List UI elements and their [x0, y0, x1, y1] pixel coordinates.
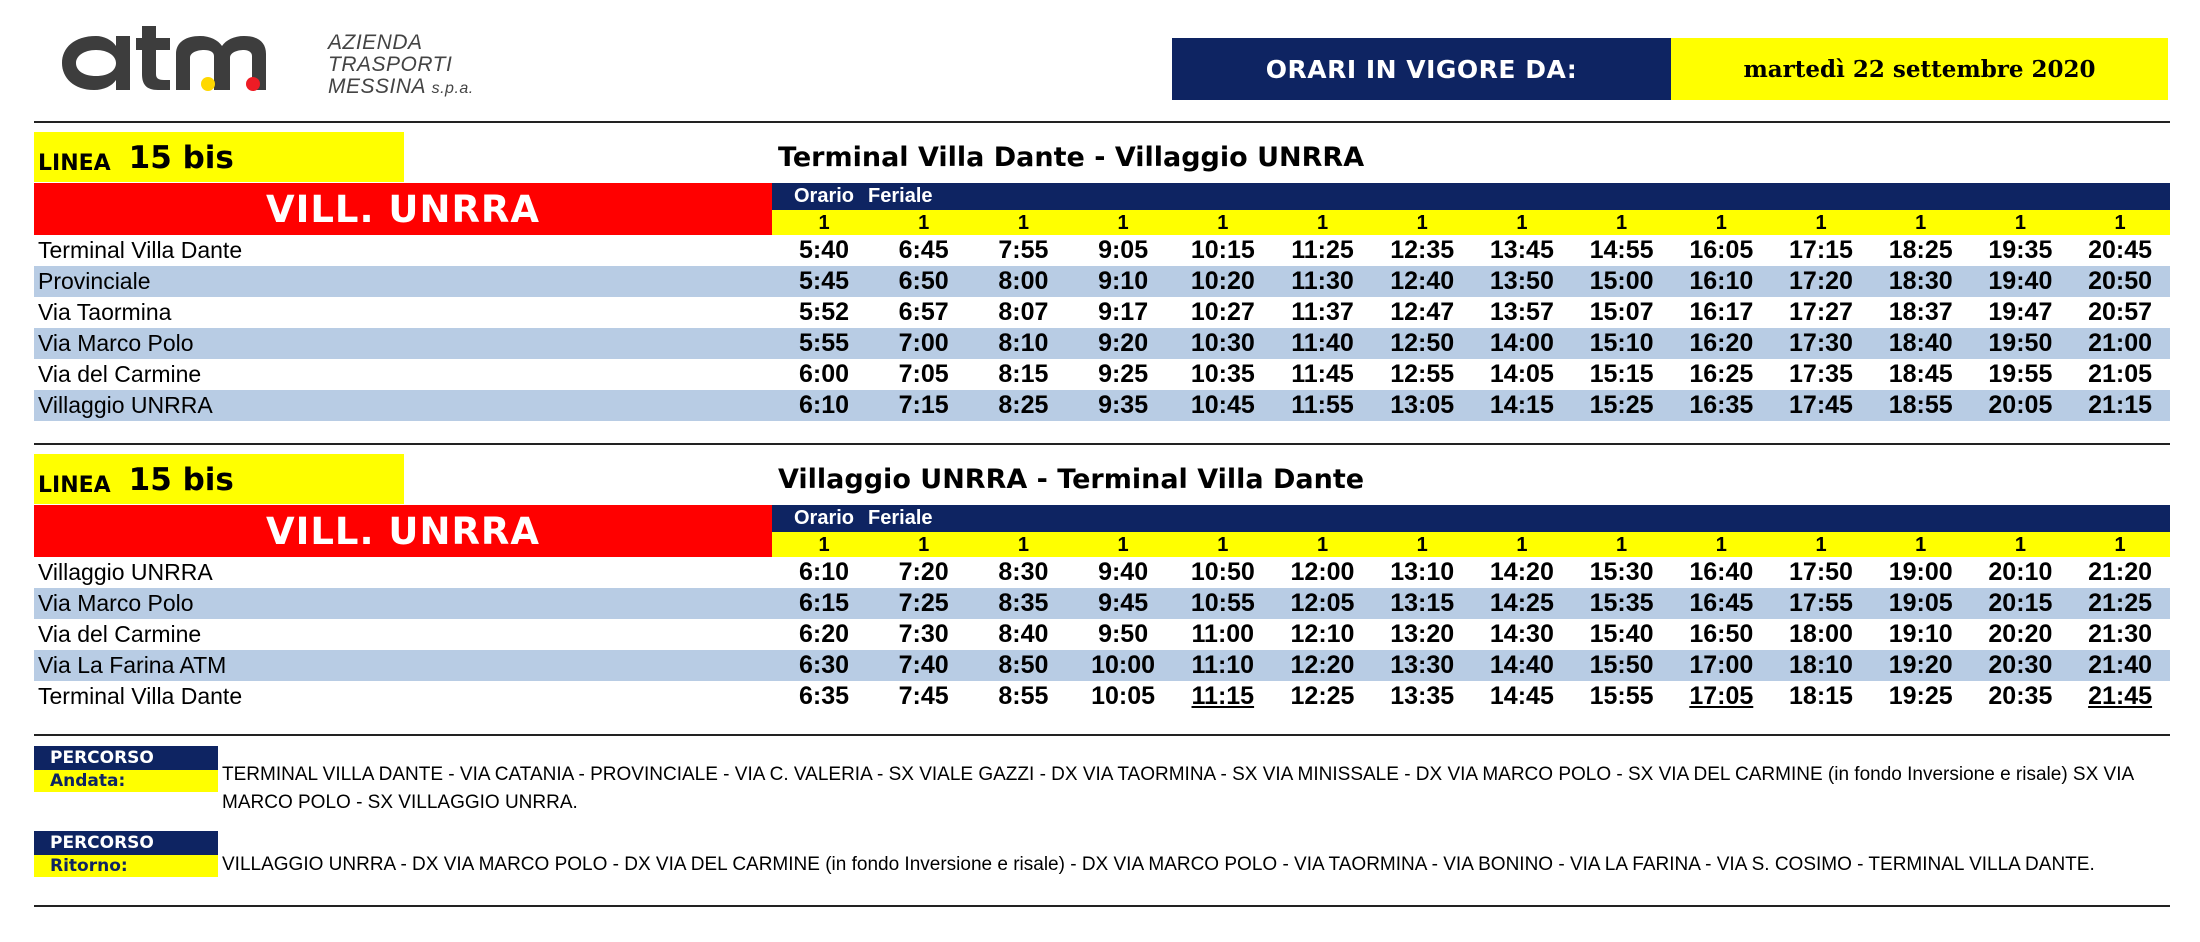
departure-time: 12:10	[1290, 620, 1355, 648]
departure-time: 17:15	[1789, 236, 1853, 264]
departure-time: 15:10	[1589, 329, 1654, 357]
atm-logo-mark	[58, 26, 320, 98]
departure-time: 8:00	[998, 267, 1049, 295]
departure-time: 19:20	[1888, 651, 1953, 679]
table-row	[34, 328, 2170, 359]
departure-time: 9:05	[1098, 236, 1149, 264]
trip-number-cell: 1	[1117, 212, 1129, 234]
departure-time: 8:10	[998, 329, 1049, 357]
departure-time: 20:57	[2088, 298, 2153, 326]
departure-time: 7:55	[998, 236, 1049, 264]
departure-time: 13:20	[1390, 620, 1455, 648]
percorso-direction: Ritorno:	[34, 855, 218, 877]
departure-time: 5:55	[798, 329, 850, 357]
percorso-direction: Andata:	[34, 770, 218, 792]
departure-time: 19:00	[1888, 558, 1953, 586]
route-description-ritorno	[34, 831, 2170, 881]
departure-time: 7:40	[898, 651, 949, 679]
table-row	[34, 650, 2170, 681]
company-line-1: AZIENDA	[328, 31, 423, 54]
departure-time: 18:15	[1789, 682, 1853, 710]
table-row	[34, 681, 2170, 712]
departure-time: 21:25	[2088, 589, 2153, 617]
validity-label: ORARI IN VIGORE DA:	[1172, 38, 1671, 100]
departure-time: 13:57	[1489, 298, 1554, 326]
departure-time: 11:40	[1291, 329, 1354, 357]
departure-time: 20:05	[1988, 391, 2053, 419]
departure-time: 7:20	[898, 558, 949, 586]
departure-time: 13:30	[1390, 651, 1455, 679]
departure-time: 19:35	[1988, 236, 2053, 264]
departure-time: 16:45	[1689, 589, 1754, 617]
route-description-andata	[34, 746, 2170, 816]
departure-time: 20:15	[1988, 589, 2053, 617]
departure-time: 21:00	[2088, 329, 2153, 357]
timetable-outbound	[34, 132, 2170, 422]
divider	[34, 905, 2170, 907]
departure-time: 14:00	[1489, 329, 1554, 357]
departure-time: 10:15	[1190, 236, 1255, 264]
departure-time: 8:50	[998, 651, 1049, 679]
orario-label: Orario	[794, 185, 855, 207]
departure-time: 6:10	[798, 391, 850, 419]
divider	[34, 121, 2170, 123]
departure-time: 12:50	[1390, 329, 1455, 357]
feriale-label: Feriale	[868, 185, 933, 207]
departure-time: 10:20	[1190, 267, 1255, 295]
departure-time: 11:00	[1191, 620, 1255, 648]
departure-time: 6:35	[798, 682, 850, 710]
table-row	[34, 266, 2170, 297]
line-label	[34, 132, 404, 182]
departure-time: 18:55	[1888, 391, 1953, 419]
departure-time: 9:45	[1098, 589, 1149, 617]
departure-time: 9:40	[1098, 558, 1149, 586]
departure-time: 18:25	[1888, 236, 1953, 264]
departure-time: 21:45	[2088, 682, 2153, 710]
departure-time: 21:05	[2088, 360, 2153, 388]
departure-time: 13:50	[1489, 267, 1554, 295]
departure-time: 8:40	[998, 620, 1049, 648]
route-title: Villaggio UNRRA - Terminal Villa Dante	[778, 464, 1365, 495]
departure-time: 16:50	[1689, 620, 1754, 648]
departure-time: 8:25	[998, 391, 1049, 419]
departure-time: 14:20	[1489, 558, 1554, 586]
departure-time: 20:35	[1988, 682, 2053, 710]
trip-number-cell: 1	[1616, 534, 1628, 556]
stop-name: Terminal Villa Dante	[38, 237, 243, 263]
percorso-text: VILLAGGIO UNRRA - DX VIA MARCO POLO - DX VIA DEL CARMINE (in fondo Inversione e risale) - DX VIA MARCO POLO - VIA TAORMINA - VIA BONINO - VIA LA FARINA - VIA S. COSIMO - TERMINAL VILLA DANTE.	[222, 854, 2095, 875]
departure-time: 20:20	[1988, 620, 2053, 648]
trip-number-cell: 1	[1715, 212, 1727, 234]
trip-number-cell: 1	[1416, 534, 1428, 556]
departure-time: 19:40	[1988, 267, 2053, 295]
departure-time: 6:45	[898, 236, 949, 264]
stop-name: Via Marco Polo	[38, 590, 194, 616]
trip-number-cell: 1	[1117, 534, 1129, 556]
departure-time: 10:27	[1190, 298, 1255, 326]
destination-label: VILL. UNRRA	[34, 505, 772, 557]
departure-time: 15:00	[1589, 267, 1654, 295]
departure-time: 9:17	[1098, 298, 1149, 326]
trip-number-cell: 1	[2114, 534, 2126, 556]
percorso-label: PERCORSO	[34, 831, 218, 855]
table-row	[34, 588, 2170, 619]
trip-number-cell: 1	[818, 534, 830, 556]
line-number: 15 bis	[128, 140, 234, 176]
departure-time: 5:52	[798, 298, 850, 326]
table-row	[34, 297, 2170, 328]
departure-time: 20:45	[2088, 236, 2153, 264]
departure-time: 9:10	[1098, 267, 1149, 295]
departure-time: 17:45	[1789, 391, 1853, 419]
departure-time: 12:00	[1290, 558, 1355, 586]
departure-time: 19:10	[1888, 620, 1953, 648]
departure-time: 19:47	[1988, 298, 2053, 326]
departure-time: 10:00	[1091, 651, 1156, 679]
trip-number-cell: 1	[818, 212, 830, 234]
departure-time: 9:20	[1098, 329, 1149, 357]
departure-time: 6:15	[798, 589, 850, 617]
company-suffix: s.p.a.	[431, 80, 474, 97]
departure-time: 21:30	[2088, 620, 2153, 648]
departure-time: 16:05	[1689, 236, 1754, 264]
departure-time: 19:55	[1988, 360, 2053, 388]
departure-time: 17:05	[1689, 682, 1754, 710]
trip-number-cell: 1	[1616, 212, 1628, 234]
divider	[34, 734, 2170, 736]
trip-number-cell: 1	[1516, 534, 1528, 556]
trip-number-cell: 1	[1017, 212, 1029, 234]
departure-time: 11:30	[1291, 267, 1354, 295]
departure-time: 14:40	[1489, 651, 1554, 679]
stop-name: Via del Carmine	[38, 621, 202, 647]
trip-number-cell: 1	[918, 212, 930, 234]
departure-time: 7:45	[898, 682, 949, 710]
departure-time: 12:47	[1390, 298, 1455, 326]
table-row	[34, 619, 2170, 650]
trip-number-cell: 1	[2014, 534, 2026, 556]
departure-time: 8:35	[998, 589, 1049, 617]
departure-time: 17:35	[1789, 360, 1853, 388]
atm-logo	[58, 26, 528, 98]
departure-time: 17:30	[1789, 329, 1853, 357]
company-line-3-text: MESSINA	[328, 75, 426, 98]
departure-time: 11:45	[1291, 360, 1354, 388]
departure-time: 17:00	[1689, 651, 1754, 679]
percorso-tag	[34, 746, 218, 792]
trip-number-cell: 1	[1316, 212, 1329, 234]
departure-time: 13:05	[1390, 391, 1455, 419]
departure-time: 6:10	[798, 558, 850, 586]
stop-name: Terminal Villa Dante	[38, 683, 243, 709]
validity-date: martedì 22 settembre 2020	[1671, 38, 2168, 100]
stop-name: Via La Farina ATM	[38, 652, 227, 678]
timetable-body	[34, 235, 2170, 421]
departure-time: 20:10	[1988, 558, 2053, 586]
trip-number-cell: 1	[1316, 534, 1329, 556]
departure-time: 6:00	[798, 360, 850, 388]
departure-time: 18:00	[1789, 620, 1853, 648]
trip-number-cell: 1	[1017, 534, 1029, 556]
trip-number-cell: 1	[918, 534, 930, 556]
departure-time: 18:30	[1888, 267, 1953, 295]
departure-time: 21:20	[2088, 558, 2153, 586]
orario-label: Orario	[794, 507, 855, 529]
departure-time: 15:40	[1589, 620, 1654, 648]
company-line-3	[328, 76, 474, 100]
departure-time: 15:15	[1589, 360, 1654, 388]
percorso-text: TERMINAL VILLA DANTE - VIA CATANIA - PROVINCIALE - VIA C. VALERIA - SX VIALE GAZZI - DX VIA TAORMINA - SX VIA MINISSALE - DX VIA MARCO POLO - SX VIA DEL CARMINE (in fondo Inversione e risale) SX VIA MARCO POLO - SX VILLAGGIO UNRRA.	[222, 764, 2134, 813]
stop-name: Provinciale	[38, 268, 151, 294]
departure-time: 8:55	[998, 682, 1049, 710]
departure-time: 13:45	[1489, 236, 1554, 264]
departure-time: 7:05	[898, 360, 949, 388]
departure-time: 19:25	[1888, 682, 1953, 710]
departure-time: 7:15	[898, 391, 949, 419]
departure-time: 6:20	[798, 620, 850, 648]
departure-time: 18:45	[1888, 360, 1953, 388]
line-word: LINEA	[38, 473, 111, 498]
departure-time: 9:25	[1098, 360, 1149, 388]
departure-time: 21:15	[2088, 391, 2153, 419]
departure-time: 16:20	[1689, 329, 1754, 357]
departure-time: 11:25	[1291, 236, 1354, 264]
departure-time: 11:55	[1291, 391, 1354, 419]
trip-number-row	[772, 532, 2170, 557]
departure-time: 12:40	[1390, 267, 1455, 295]
departure-time: 8:07	[998, 298, 1049, 326]
departure-time: 8:30	[998, 558, 1049, 586]
departure-time: 17:27	[1789, 298, 1853, 326]
departure-time: 17:50	[1789, 558, 1853, 586]
departure-time: 18:10	[1789, 651, 1853, 679]
departure-time: 6:57	[898, 298, 949, 326]
departure-time: 14:05	[1489, 360, 1554, 388]
departure-time: 14:30	[1489, 620, 1554, 648]
departure-time: 10:30	[1190, 329, 1255, 357]
departure-time: 11:15	[1191, 682, 1255, 710]
departure-time: 20:50	[2088, 267, 2153, 295]
trip-number-cell: 1	[1715, 534, 1727, 556]
company-line-2: TRASPORTI	[328, 53, 453, 76]
departure-time: 20:30	[1988, 651, 2053, 679]
departure-time: 14:45	[1489, 682, 1554, 710]
departure-time: 10:35	[1190, 360, 1255, 388]
departure-time: 9:35	[1098, 391, 1149, 419]
trip-number-row	[772, 210, 2170, 235]
departure-time: 13:10	[1390, 558, 1455, 586]
departure-time: 12:55	[1390, 360, 1455, 388]
departure-time: 15:50	[1589, 651, 1654, 679]
departure-time: 10:05	[1091, 682, 1156, 710]
departure-time: 12:20	[1290, 651, 1355, 679]
route-title: Terminal Villa Dante - Villaggio UNRRA	[778, 142, 1365, 173]
timetable-return	[34, 454, 2170, 744]
trip-number-cell: 1	[1815, 212, 1827, 234]
validity-banner	[1172, 38, 2168, 100]
departure-time: 5:45	[798, 267, 850, 295]
line-number: 15 bis	[128, 462, 234, 498]
departure-time: 17:55	[1789, 589, 1853, 617]
departure-time: 16:35	[1689, 391, 1754, 419]
departure-time: 13:15	[1390, 589, 1455, 617]
departure-time: 16:10	[1689, 267, 1754, 295]
departure-time: 10:50	[1190, 558, 1255, 586]
stop-name: Villaggio UNRRA	[38, 392, 213, 418]
departure-time: 17:20	[1789, 267, 1853, 295]
line-label	[34, 454, 404, 504]
departure-time: 12:25	[1290, 682, 1355, 710]
departure-time: 9:50	[1098, 620, 1149, 648]
departure-time: 6:50	[898, 267, 949, 295]
departure-time: 7:00	[898, 329, 949, 357]
table-row	[34, 359, 2170, 390]
departure-time: 15:25	[1589, 391, 1654, 419]
departure-time: 15:55	[1589, 682, 1654, 710]
schedule-type-bar	[772, 505, 2170, 532]
departure-time: 7:25	[898, 589, 949, 617]
trip-number-cell: 1	[1915, 534, 1927, 556]
departure-time: 5:40	[798, 236, 850, 264]
destination-label: VILL. UNRRA	[34, 183, 772, 235]
stop-name: Via Taormina	[38, 299, 172, 325]
departure-time: 15:35	[1589, 589, 1654, 617]
company-name	[328, 32, 474, 100]
trip-number-cell: 1	[1217, 534, 1229, 556]
percorso-tag	[34, 831, 218, 877]
departure-time: 16:25	[1689, 360, 1754, 388]
stop-name: Via Marco Polo	[38, 330, 194, 356]
divider	[34, 443, 2170, 445]
table-row	[34, 235, 2170, 266]
departure-time: 14:25	[1489, 589, 1554, 617]
departure-time: 10:55	[1190, 589, 1255, 617]
feriale-label: Feriale	[868, 507, 933, 529]
schedule-type-bar	[772, 183, 2170, 210]
trip-number-cell: 1	[2114, 212, 2126, 234]
departure-time: 14:55	[1589, 236, 1654, 264]
timetable-body	[34, 557, 2170, 712]
trip-number-cell: 1	[2014, 212, 2026, 234]
departure-time: 16:17	[1689, 298, 1754, 326]
departure-time: 19:05	[1888, 589, 1953, 617]
departure-time: 21:40	[2088, 651, 2153, 679]
departure-time: 10:45	[1190, 391, 1255, 419]
departure-time: 19:50	[1988, 329, 2053, 357]
departure-time: 11:37	[1291, 298, 1354, 326]
departure-time: 18:37	[1888, 298, 1953, 326]
departure-time: 13:35	[1390, 682, 1455, 710]
stop-name: Via del Carmine	[38, 361, 202, 387]
departure-time: 16:40	[1689, 558, 1754, 586]
trip-number-cell: 1	[1416, 212, 1428, 234]
stop-name: Villaggio UNRRA	[38, 559, 213, 585]
departure-time: 12:35	[1390, 236, 1455, 264]
departure-time: 14:15	[1489, 391, 1554, 419]
line-word: LINEA	[38, 151, 111, 176]
trip-number-cell: 1	[1915, 212, 1927, 234]
table-row	[34, 557, 2170, 588]
departure-time: 12:05	[1290, 589, 1355, 617]
percorso-label: PERCORSO	[34, 746, 218, 770]
departure-time: 7:30	[898, 620, 949, 648]
table-row	[34, 390, 2170, 421]
trip-number-cell: 1	[1815, 534, 1827, 556]
departure-time: 15:07	[1589, 298, 1654, 326]
departure-time: 15:30	[1589, 558, 1654, 586]
departure-time: 11:10	[1191, 651, 1255, 679]
trip-number-cell: 1	[1516, 212, 1528, 234]
departure-time: 18:40	[1888, 329, 1953, 357]
departure-time: 6:30	[798, 651, 850, 679]
departure-time: 8:15	[998, 360, 1049, 388]
trip-number-cell: 1	[1217, 212, 1229, 234]
